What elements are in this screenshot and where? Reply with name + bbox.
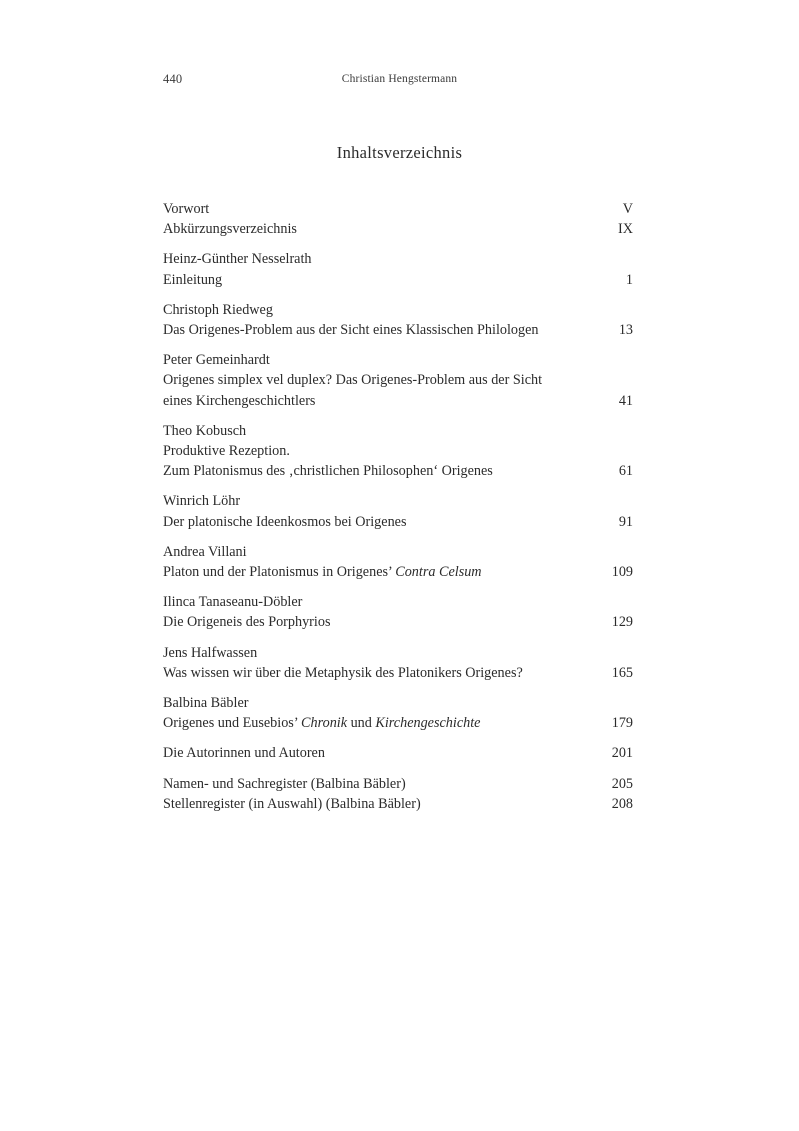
toc-entry <box>163 743 633 763</box>
toc-entry-page-number: 165 <box>611 664 633 681</box>
toc-entry-author: Andrea Villani <box>163 543 247 560</box>
toc-entry-line <box>163 794 633 814</box>
toc-entry-page-number: 201 <box>611 745 633 762</box>
toc-entry-title: Stellenregister (in Auswahl) (Balbina Bäbler) <box>163 795 421 812</box>
toc-entry <box>163 774 633 814</box>
toc-entry-page-number: 1 <box>625 271 633 288</box>
toc-entry-author: Peter Gemeinhardt <box>163 352 270 369</box>
toc-entry <box>163 643 633 683</box>
toc-entry-page-number: V <box>622 201 633 217</box>
toc-entry-page-number: IX <box>618 221 633 238</box>
toc-entry-author: Winrich Löhr <box>163 493 241 510</box>
page-folio-number: 440 <box>163 72 183 86</box>
toc-entry <box>163 300 633 340</box>
toc-entry-title: Einleitung <box>163 271 223 288</box>
running-head-title: Christian Hengstermann <box>341 73 458 85</box>
toc-entry-page-number: 205 <box>611 775 633 792</box>
toc-entry-page-number: 41 <box>618 392 633 409</box>
toc-entry-title: Origenes simplex vel duplex? Das Origenes-Problem aus der Sicht <box>163 372 543 389</box>
toc-entry <box>163 249 633 289</box>
toc-entry <box>163 350 633 411</box>
toc-entry-title: Zum Platonismus des ‚christlichen Philosophen‘ Origenes <box>163 463 493 480</box>
toc-entry-page-number: 208 <box>611 795 633 812</box>
toc-entry-title: Namen- und Sachregister (Balbina Bäbler) <box>163 775 406 792</box>
toc-entry-line <box>163 199 633 219</box>
toc-entry-page-number: 13 <box>618 322 633 339</box>
toc-entry-title: Vorwort <box>163 201 210 217</box>
toc-entry-page-number: 179 <box>611 715 633 732</box>
toc-entry-author: Christoph Riedweg <box>163 301 273 318</box>
toc-entry-page-number: 129 <box>611 614 633 631</box>
toc-entry-page-number: 61 <box>618 463 633 480</box>
toc-entry-title: Origenes und Eusebios’ Chronik und Kirchengeschichte <box>163 715 481 732</box>
toc-entry-author: Balbina Bäbler <box>163 695 249 712</box>
toc-entry-line <box>163 774 633 794</box>
toc-entry-line <box>163 612 633 632</box>
toc-entry-line <box>163 512 633 532</box>
toc-entry-line <box>163 743 633 763</box>
toc-entry-title: eines Kirchengeschichtlers <box>163 392 316 409</box>
toc-entry <box>163 542 633 582</box>
toc-entry <box>163 491 633 531</box>
toc-entry <box>163 421 633 482</box>
toc-entry-author: Jens Halfwassen <box>163 644 258 661</box>
toc-entry-title: Platon und der Platonismus in Origenes’ Contra Celsum <box>163 564 482 581</box>
running-head <box>163 72 636 90</box>
toc-entry-title: Die Origeneis des Porphyrios <box>163 614 331 631</box>
toc-entry-author: Heinz-Günther Nesselrath <box>163 251 312 268</box>
toc-entry-line <box>163 461 633 481</box>
toc-entry-title: Das Origenes-Problem aus der Sicht eines Klassischen Philologen <box>163 322 539 339</box>
toc-entry-page-number: 109 <box>611 564 633 581</box>
toc-entry-line <box>163 370 633 390</box>
toc-entry-line <box>163 441 633 461</box>
toc-entry-title: Der platonische Ideenkosmos bei Origenes <box>163 513 407 530</box>
toc-entry-line <box>163 391 633 411</box>
toc-entry-author: Theo Kobusch <box>163 422 247 439</box>
toc-entry-page-number: 91 <box>618 513 633 530</box>
toc-entry-line <box>163 713 633 733</box>
toc-entry-title: Produktive Rezeption. <box>163 443 290 460</box>
toc-entry-line <box>163 219 633 239</box>
toc-entry-author: Ilinca Tanaseanu-Döbler <box>163 594 303 611</box>
toc-entry-title: Abkürzungsverzeichnis <box>163 221 297 238</box>
toc-entry <box>163 592 633 632</box>
toc-entry-title: Die Autorinnen und Autoren <box>163 745 325 762</box>
table-of-contents <box>163 199 633 814</box>
toc-entry-line <box>163 663 633 683</box>
page-title: Inhaltsverzeichnis <box>336 143 463 162</box>
toc-entry-line <box>163 320 633 340</box>
toc-entry <box>163 693 633 733</box>
toc-entry <box>163 199 633 239</box>
toc-entry-line <box>163 562 633 582</box>
toc-entry-title: Was wissen wir über die Metaphysik des Platonikers Origenes? <box>163 664 523 681</box>
toc-entry-line <box>163 270 633 290</box>
